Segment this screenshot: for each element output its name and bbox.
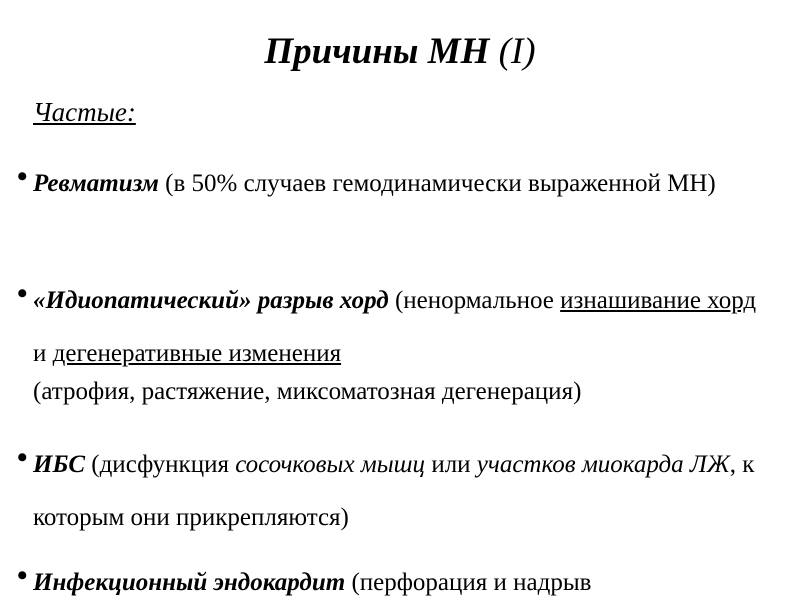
item-text: , к которым они прикрепляются) <box>33 451 755 531</box>
item-italic-text: участков миокарда ЛЖ <box>476 451 730 478</box>
list-item-chord-rupture <box>17 274 773 412</box>
bullet-icon: • <box>17 160 28 193</box>
slide-title <box>0 30 800 74</box>
title-roman-numeral: I <box>510 31 524 72</box>
section-subtitle: Частые: <box>33 97 136 127</box>
title-main: Причины МН <box>264 31 490 72</box>
list-item-endocarditis <box>17 556 773 600</box>
item-text: или <box>425 451 477 478</box>
title-close-paren: ) <box>523 31 536 72</box>
bullet-icon: • <box>17 559 28 592</box>
item-underlined-text: изнашивание хорд <box>560 287 757 314</box>
item-text: (в 50% случаев гемодинамически выраженной МН) <box>158 170 716 197</box>
item-text: (атрофия, растяжение, миксоматозная дегенерация) <box>33 378 582 405</box>
item-heading: Инфекционный эндокардит <box>33 569 346 596</box>
title-open-paren: ( <box>489 31 511 72</box>
item-underlined-text: дегенеративные изменения <box>52 340 342 367</box>
item-text: и <box>33 340 53 367</box>
item-heading: «Идиопатический» разрыв хорд <box>33 287 389 314</box>
bullet-icon: • <box>17 441 28 474</box>
list-item-rheumatism <box>17 157 773 210</box>
list-item-ihd <box>17 438 773 544</box>
item-text: (перфорация и надрыв <box>345 569 592 596</box>
item-text: (дисфункция <box>85 451 236 478</box>
item-heading: Ревматизм <box>33 170 159 197</box>
item-italic-text: сосочковых мышц <box>235 451 426 478</box>
bullet-icon: • <box>17 277 28 310</box>
item-text: (ненормальное <box>388 287 561 314</box>
item-heading: ИБС <box>33 451 86 478</box>
